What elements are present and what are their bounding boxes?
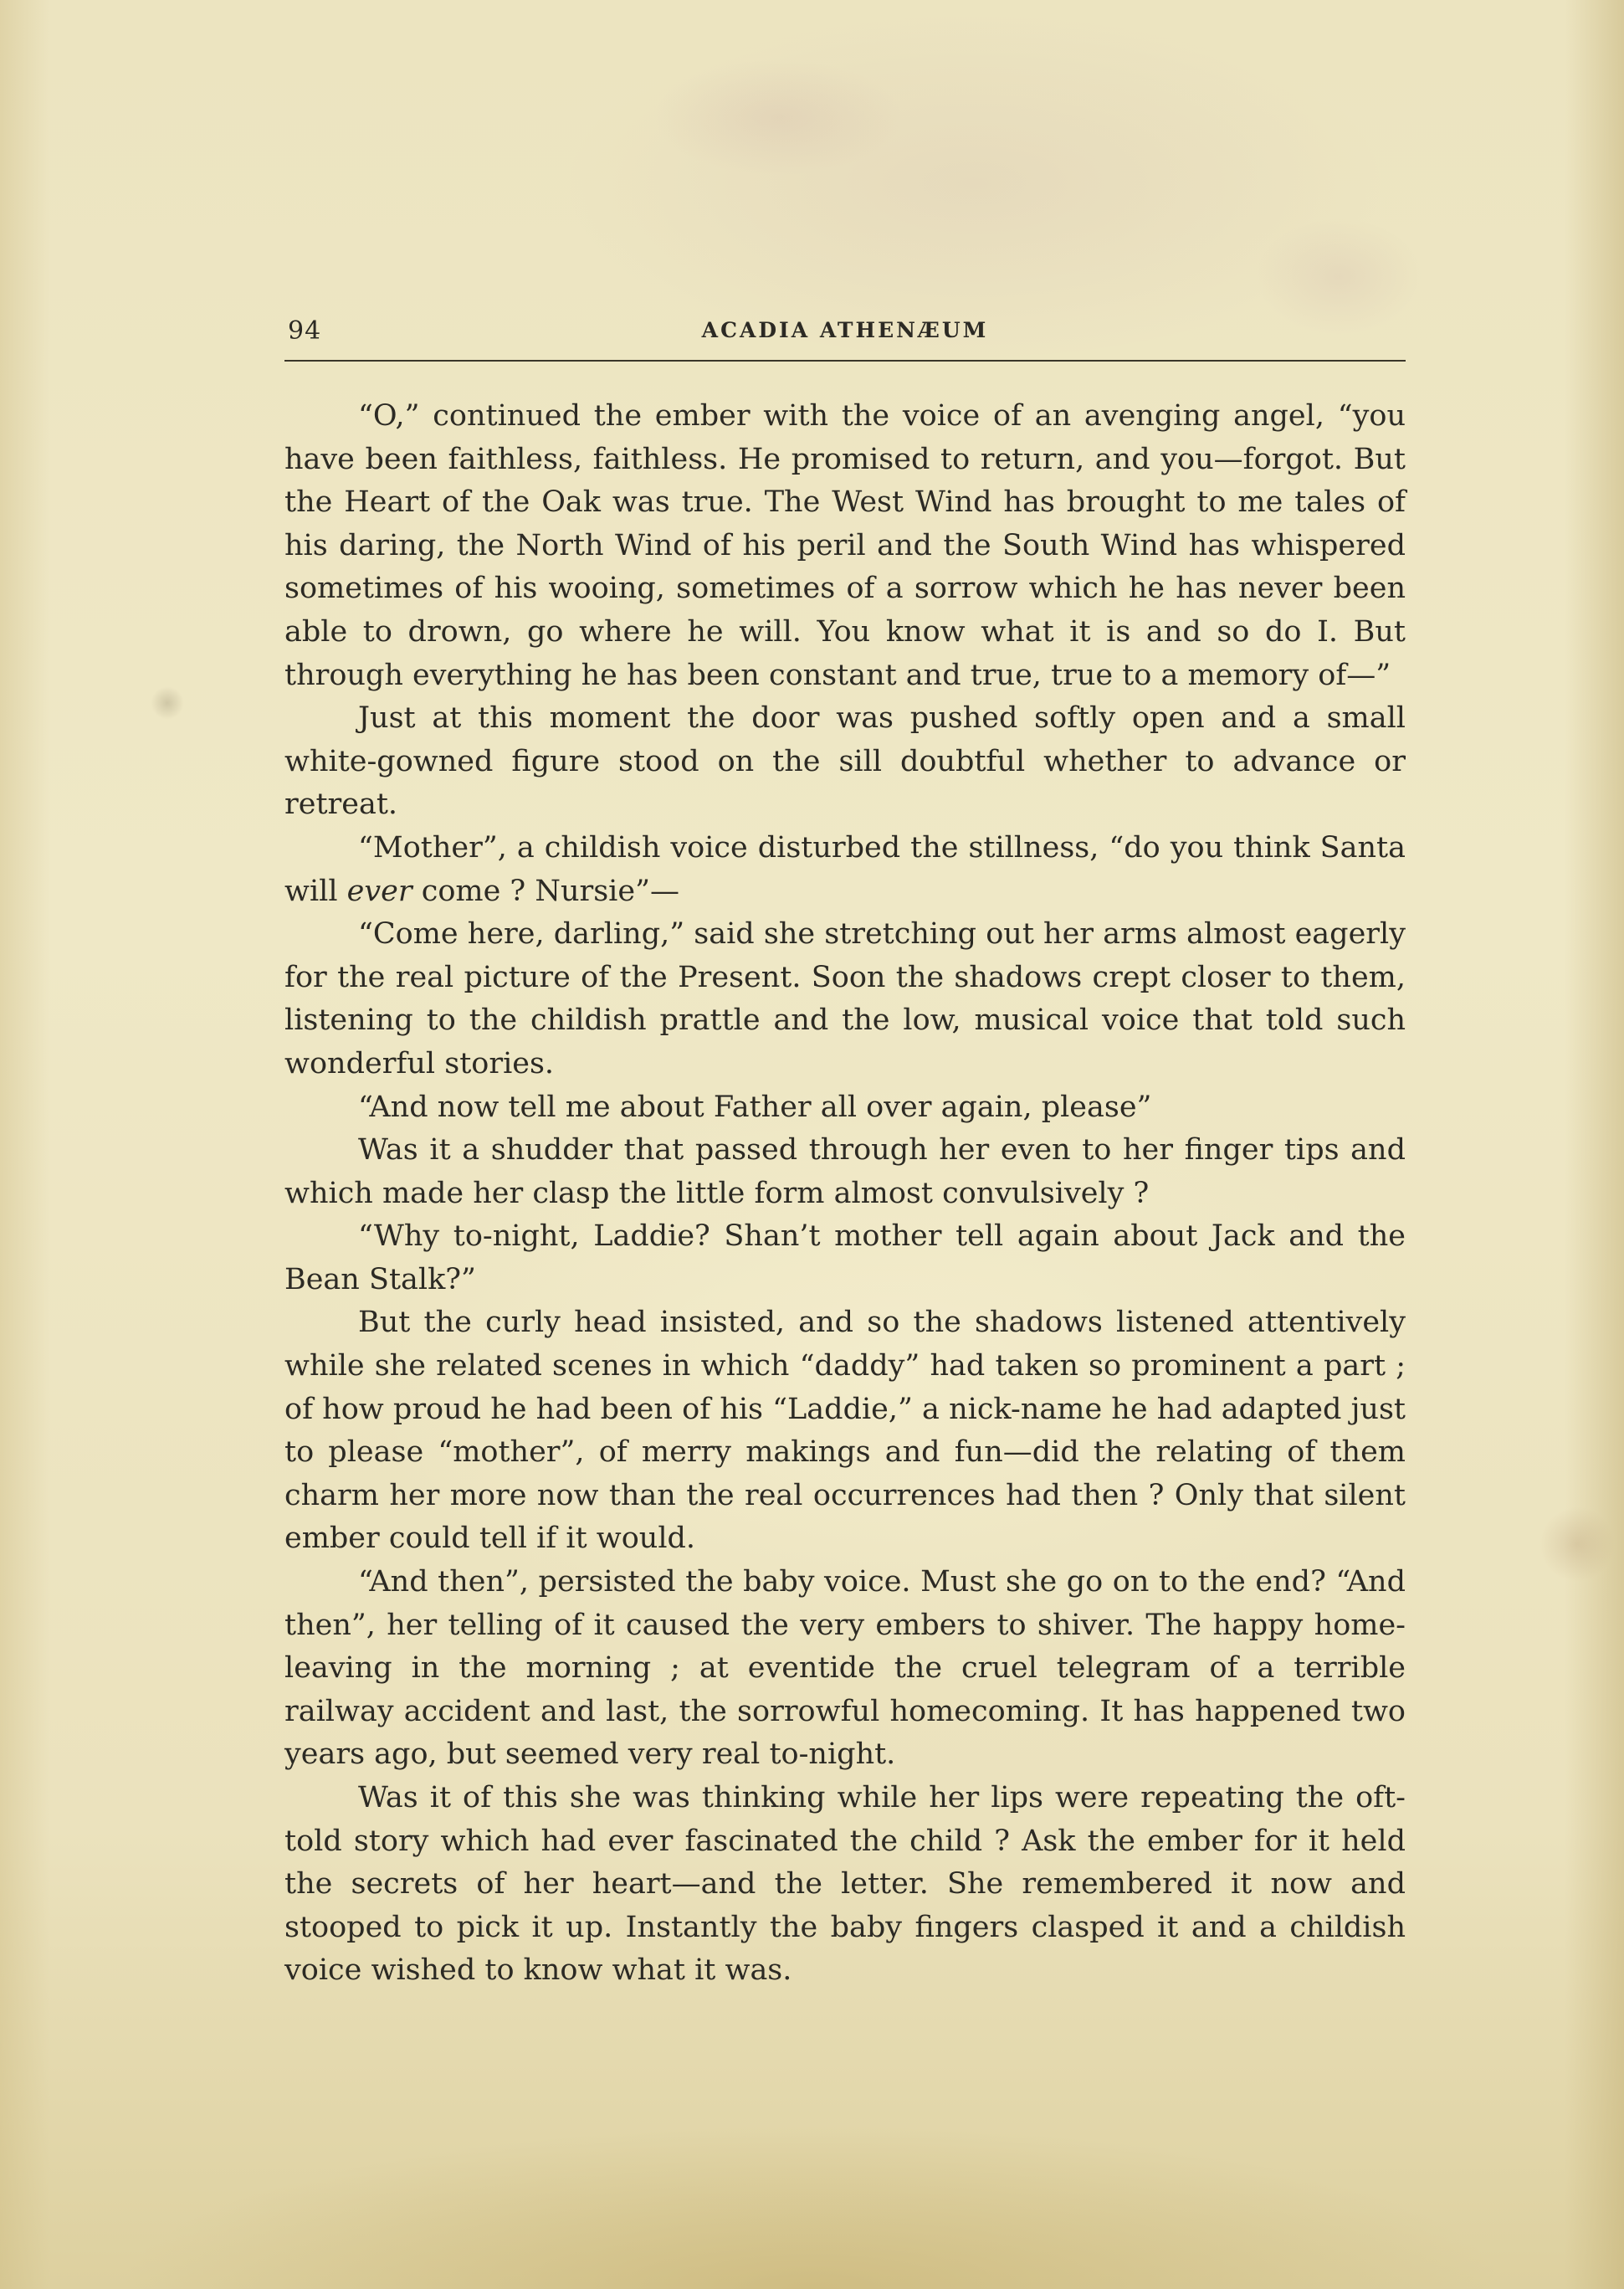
text-run: “Mother”, a childish voice disturbed the stillness, “do you think Santa will [284,830,1406,908]
paper-stain [1539,1506,1615,1582]
paragraph: “Why to-night, Laddie? Shan’t mother tell again about Jack and the Bean Stalk?” [284,1219,1406,1296]
paragraph [284,827,1406,913]
paper-stain [653,59,904,176]
paragraph: “And now tell me about Father all over again, please” [358,1090,1152,1124]
paragraph: “And then”, persisted the baby voice. Must she go on to the end? “And then”, her telling of it caused the very embers to shiver. The happy home-leaving in the morning ; at eventide the cruel telegram of a terrible railway accident and last, the sorrowful homecoming. It has happened two years ago, but seemed very real to-night. [284,1565,1406,1772]
paragraph: But the curly head insisted, and so the shadows listened attentively while she related scenes in which “daddy” had taken so prominent a part ; of how proud he had been of his “Laddie,” a nick-name he had adapted just to please “mother”, of merry makings and fun—did the relating of them charm her more now than the real occurrences had then ? Only that silent ember could tell if it would. [284,1306,1406,1556]
paragraph: Just at this moment the door was pushed softly open and a small white-gowned figure stood on the sill doubtful whether to advance or retreat. [284,701,1406,822]
paper-stain [151,686,184,720]
page-number: 94 [288,316,322,346]
text-run: come ? Nursie”— [412,874,679,908]
paragraph: “O,” continued the ember with the voice of an avenging angel, “you have been faithless, faithless. He promised to return, and you—forgot. But the Heart of the Oak was true. The West Wind has brought to me tales of his daring, the North Wind of his peril and the South Wind has whispered sometimes of his wooing, sometimes of a sorrow which he has never been able to drown, go where he will. You know what it is and so do I. But through everything he has been constant and true, true to a memory of—” [284,399,1406,692]
paragraph: Was it a shudder that passed through her even to her finger tips and which made her clasp the little form almost convulsively ? [284,1133,1406,1210]
paragraph: Was it of this she was thinking while her lips were repeating the oft-told story which had ever fascinated the child ? Ask the ember for it held the secrets of her heart—and the letter. She remembered it now and stooped to pick it up. Instantly the baby fingers clasped it and a childish voice wished to know what it was. [284,1781,1406,1988]
header-rule [284,360,1406,362]
paragraph: “Come here, darling,” said she stretching out her arms almost eagerly for the real picture of the Present. Soon the shadows crept closer to them, listening to the childish prattle and the low, musical voice that told such wonderful stories. [284,917,1406,1080]
body-text [284,395,1406,1993]
running-head: ACADIA ATHENÆUM [701,318,989,342]
page-header [284,311,1406,362]
italic-word: ever [346,874,412,908]
